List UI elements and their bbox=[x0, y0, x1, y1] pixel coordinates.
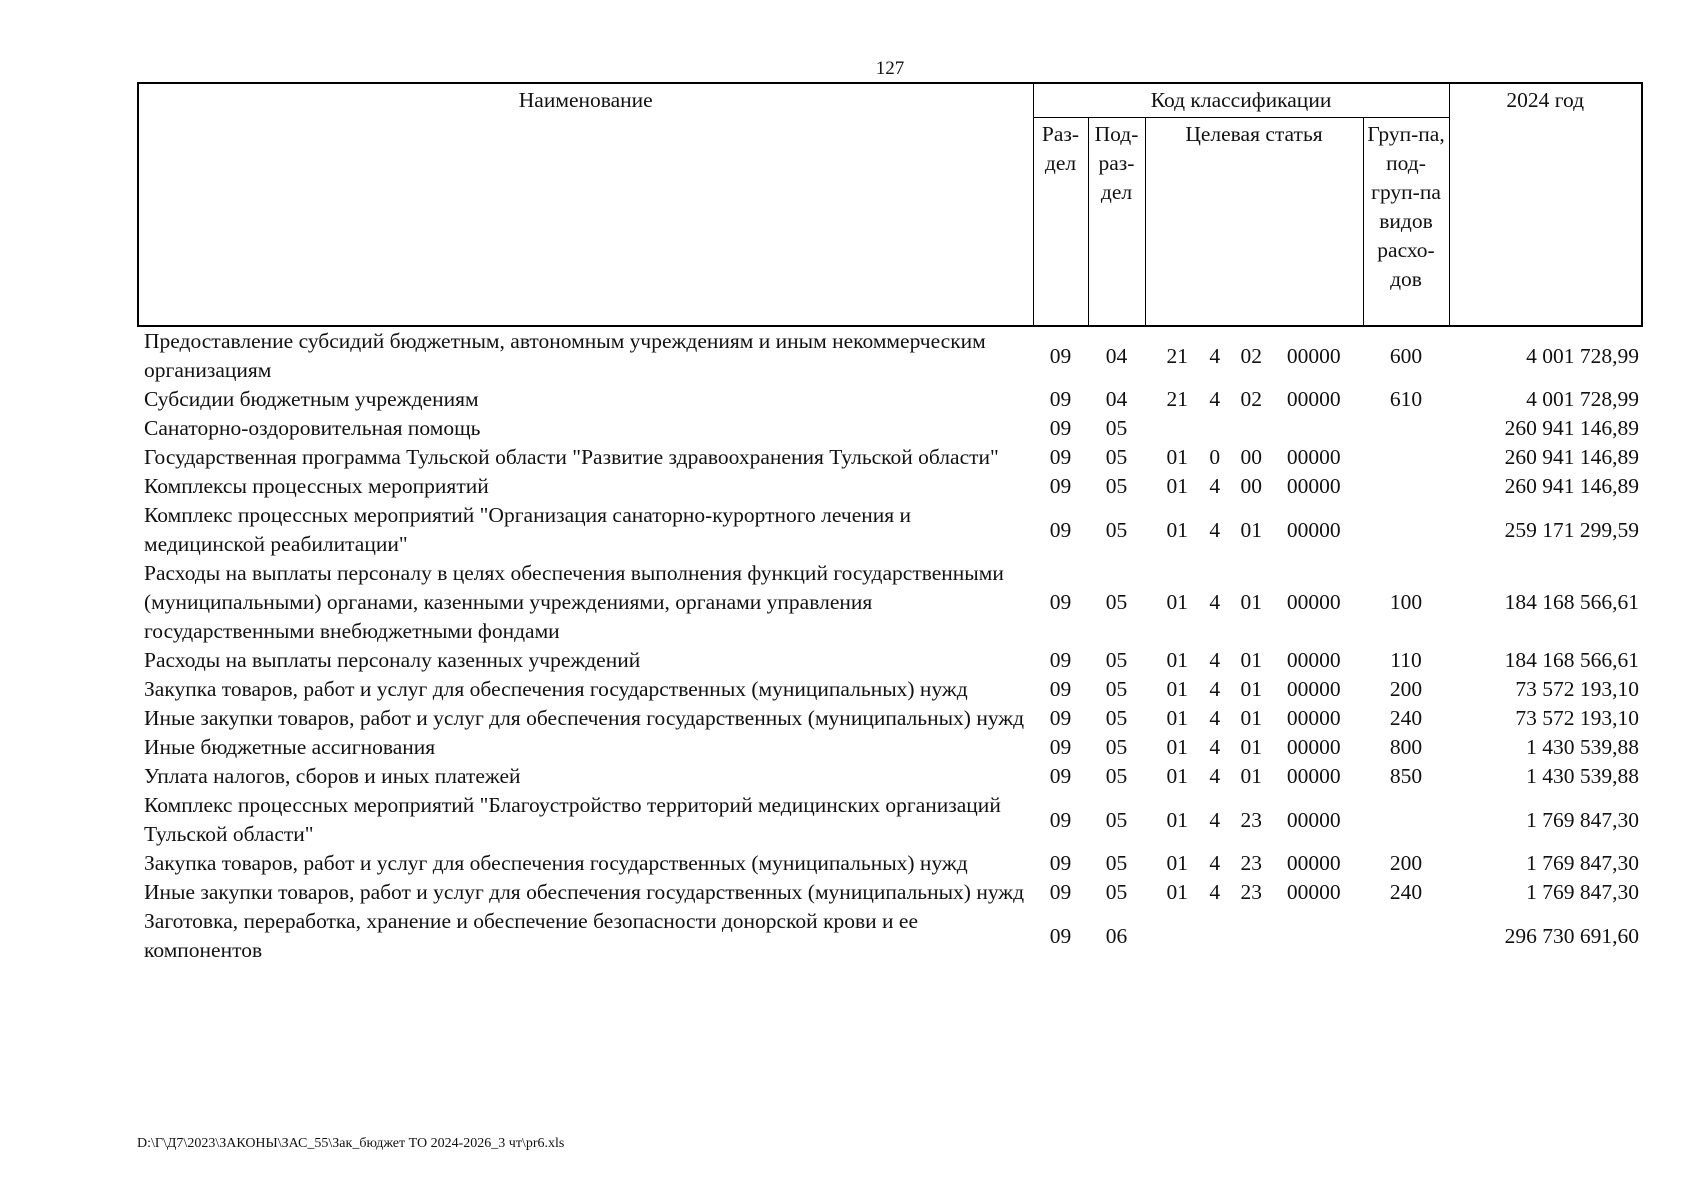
row-podrazdel: 05 bbox=[1105, 735, 1128, 759]
target-code-t3: 02 bbox=[1240, 387, 1262, 411]
header-razdel: Раз-дел bbox=[1033, 118, 1088, 327]
row-amount: 1 769 847,30 bbox=[1526, 851, 1640, 875]
table-row bbox=[138, 472, 1642, 501]
row-razdel: 09 bbox=[1049, 445, 1072, 469]
row-name: Субсидии бюджетным учреждениям bbox=[144, 387, 479, 411]
table-row bbox=[138, 704, 1642, 733]
row-vid-rashodov bbox=[1363, 791, 1449, 849]
row-tselevaya bbox=[1145, 414, 1363, 443]
row-razdel: 09 bbox=[1049, 416, 1072, 440]
header-code: Код классификации bbox=[1033, 83, 1449, 118]
row-podrazdel: 05 bbox=[1105, 764, 1128, 788]
target-code-t2: 4 bbox=[1209, 706, 1221, 730]
header-name: Наименование bbox=[138, 83, 1033, 326]
target-code-t1: 01 bbox=[1166, 764, 1188, 788]
row-name: Комплексы процессных мероприятий bbox=[144, 474, 489, 498]
row-vid-rashodov bbox=[1363, 907, 1449, 965]
target-code-t3: 01 bbox=[1240, 735, 1262, 759]
row-name: Санаторно-оздоровительная помощь bbox=[144, 416, 481, 440]
target-code-t3: 01 bbox=[1240, 517, 1262, 542]
row-name: Уплата налогов, сборов и иных платежей bbox=[144, 764, 521, 788]
row-vid-rashodov: 110 bbox=[1390, 648, 1422, 672]
row-vid-rashodov bbox=[1363, 414, 1449, 443]
row-tselevaya bbox=[1145, 646, 1363, 675]
row-vid-rashodov: 610 bbox=[1389, 387, 1423, 411]
table-row bbox=[138, 675, 1642, 704]
table-row bbox=[138, 791, 1642, 849]
table-row bbox=[138, 501, 1642, 559]
target-code-t2: 4 bbox=[1209, 880, 1221, 904]
row-name: Комплекс процессных мероприятий "Организация санаторно-курортного лечения и медицинской реабилитации" bbox=[144, 503, 912, 556]
row-amount: 259 171 299,59 bbox=[1504, 517, 1640, 542]
row-amount: 1 769 847,30 bbox=[1526, 807, 1640, 832]
target-code-t2: 4 bbox=[1209, 677, 1221, 701]
target-code-t3: 01 bbox=[1240, 677, 1262, 701]
row-tselevaya bbox=[1145, 907, 1363, 965]
row-name: Иные закупки товаров, работ и услуг для обеспечения государственных (муниципальных) нужд bbox=[144, 880, 1025, 904]
row-razdel: 09 bbox=[1049, 764, 1072, 788]
row-amount: 1 430 539,88 bbox=[1526, 764, 1640, 788]
row-podrazdel: 05 bbox=[1105, 851, 1128, 875]
row-amount: 260 941 146,89 bbox=[1504, 416, 1640, 440]
target-code-t4: 00000 bbox=[1286, 807, 1341, 832]
row-tselevaya bbox=[1145, 849, 1363, 878]
table-row bbox=[138, 646, 1642, 675]
target-code-t2: 4 bbox=[1209, 590, 1221, 614]
row-vid-rashodov: 600 bbox=[1389, 343, 1423, 368]
row-vid-rashodov: 200 bbox=[1389, 677, 1423, 701]
target-code-t1: 01 bbox=[1166, 677, 1188, 701]
row-tselevaya bbox=[1145, 791, 1363, 849]
row-amount: 184 168 566,61 bbox=[1504, 590, 1640, 614]
row-podrazdel: 05 bbox=[1105, 807, 1128, 832]
row-vid-rashodov: 850 bbox=[1389, 764, 1423, 788]
row-razdel: 09 bbox=[1049, 677, 1072, 701]
target-code-t2: 4 bbox=[1209, 517, 1221, 542]
target-code-t1: 01 bbox=[1166, 590, 1188, 614]
target-code-t4: 00000 bbox=[1286, 474, 1341, 498]
row-tselevaya bbox=[1145, 704, 1363, 733]
row-razdel: 09 bbox=[1049, 343, 1072, 368]
row-amount: 296 730 691,60 bbox=[1504, 923, 1640, 948]
row-amount: 184 168 566,61 bbox=[1504, 648, 1640, 672]
target-code-t1: 21 bbox=[1166, 387, 1188, 411]
row-vid-rashodov bbox=[1363, 472, 1449, 501]
row-amount: 73 572 193,10 bbox=[1515, 677, 1640, 701]
row-amount: 4 001 728,99 bbox=[1526, 387, 1640, 411]
table-row bbox=[138, 849, 1642, 878]
row-tselevaya bbox=[1145, 762, 1363, 791]
row-podrazdel: 05 bbox=[1105, 445, 1128, 469]
footer-file-path: D:\Г\Д7\2023\ЗАКОНЫ\ЗАС_55\Зак_бюджет ТО 2024-2026_3 чт\pr6.xls bbox=[137, 1136, 565, 1151]
row-name: Иные бюджетные ассигнования bbox=[144, 735, 436, 759]
row-razdel: 09 bbox=[1049, 517, 1072, 542]
header-year: 2024 год bbox=[1449, 83, 1642, 326]
target-code-t3: 23 bbox=[1240, 807, 1262, 832]
target-code-t3: 23 bbox=[1240, 880, 1262, 904]
row-name: Государственная программа Тульской области "Развитие здравоохранения Тульской области" bbox=[144, 445, 999, 469]
target-code-t1: 01 bbox=[1166, 880, 1188, 904]
row-vid-rashodov bbox=[1363, 443, 1449, 472]
target-code-t2: 4 bbox=[1209, 851, 1221, 875]
target-code-t4: 00000 bbox=[1286, 706, 1341, 730]
row-amount: 260 941 146,89 bbox=[1504, 474, 1640, 498]
row-tselevaya bbox=[1145, 501, 1363, 559]
target-code-t4: 00000 bbox=[1286, 677, 1341, 701]
row-razdel: 09 bbox=[1049, 851, 1072, 875]
row-podrazdel: 05 bbox=[1105, 648, 1128, 672]
row-podrazdel: 05 bbox=[1105, 517, 1128, 542]
row-razdel: 09 bbox=[1049, 387, 1072, 411]
target-code-t2: 4 bbox=[1209, 735, 1221, 759]
row-name: Закупка товаров, работ и услуг для обеспечения государственных (муниципальных) нужд bbox=[144, 677, 968, 701]
table-row bbox=[138, 414, 1642, 443]
row-name: Расходы на выплаты персоналу казенных учреждений bbox=[144, 648, 641, 672]
target-code-t4: 00000 bbox=[1286, 517, 1341, 542]
row-podrazdel: 06 bbox=[1105, 923, 1128, 948]
row-amount: 1 430 539,88 bbox=[1526, 735, 1640, 759]
row-razdel: 09 bbox=[1049, 880, 1072, 904]
budget-table bbox=[137, 82, 1643, 965]
target-code-t3: 01 bbox=[1240, 648, 1262, 672]
row-vid-rashodov: 800 bbox=[1389, 735, 1423, 759]
row-name: Заготовка, переработка, хранение и обеспечение безопасности донорской крови и ее компонентов bbox=[144, 909, 919, 962]
target-code-t1: 01 bbox=[1166, 735, 1188, 759]
target-code-t1: 01 bbox=[1166, 706, 1188, 730]
target-code-t2: 4 bbox=[1209, 387, 1221, 411]
target-code-t4: 00000 bbox=[1286, 648, 1341, 672]
row-razdel: 09 bbox=[1049, 735, 1072, 759]
row-tselevaya bbox=[1145, 878, 1363, 907]
target-code-t4: 00000 bbox=[1286, 764, 1341, 788]
target-code-t4: 00000 bbox=[1286, 735, 1341, 759]
row-amount: 1 769 847,30 bbox=[1526, 880, 1640, 904]
row-name: Расходы на выплаты персоналу в целях обеспечения выполнения функций государственными (муниципальными) органами, казенными учреждениями, органами управления государственными внебюджетными фондами bbox=[144, 561, 1004, 643]
row-name: Закупка товаров, работ и услуг для обеспечения государственных (муниципальных) нужд bbox=[144, 851, 968, 875]
target-code-t3: 00 bbox=[1240, 474, 1262, 498]
row-podrazdel: 05 bbox=[1105, 474, 1128, 498]
target-code-t3: 01 bbox=[1240, 590, 1262, 614]
row-razdel: 09 bbox=[1049, 474, 1072, 498]
table-row bbox=[138, 443, 1642, 472]
target-code-t1: 01 bbox=[1166, 445, 1188, 469]
row-razdel: 09 bbox=[1049, 706, 1072, 730]
target-code-t3: 02 bbox=[1240, 343, 1262, 368]
row-vid-rashodov: 240 bbox=[1389, 880, 1423, 904]
target-code-t4: 00000 bbox=[1286, 590, 1341, 614]
table-row bbox=[138, 733, 1642, 762]
target-code-t4: 00000 bbox=[1286, 851, 1341, 875]
row-amount: 4 001 728,99 bbox=[1526, 343, 1640, 368]
target-code-t1: 21 bbox=[1166, 343, 1188, 368]
target-code-t2: 4 bbox=[1209, 474, 1221, 498]
row-vid-rashodov: 240 bbox=[1389, 706, 1423, 730]
row-tselevaya bbox=[1145, 559, 1363, 646]
row-vid-rashodov: 200 bbox=[1389, 851, 1423, 875]
row-podrazdel: 04 bbox=[1105, 343, 1128, 368]
row-razdel: 09 bbox=[1049, 590, 1072, 614]
target-code-t1: 01 bbox=[1166, 517, 1188, 542]
table-body bbox=[138, 326, 1642, 965]
table-row bbox=[138, 326, 1642, 385]
target-code-t3: 01 bbox=[1240, 764, 1262, 788]
target-code-t2: 4 bbox=[1209, 807, 1221, 832]
target-code-t4: 00000 bbox=[1286, 445, 1341, 469]
row-podrazdel: 05 bbox=[1105, 706, 1128, 730]
target-code-t3: 00 bbox=[1240, 445, 1262, 469]
target-code-t1: 01 bbox=[1166, 474, 1188, 498]
table-row bbox=[138, 762, 1642, 791]
row-podrazdel: 05 bbox=[1105, 677, 1128, 701]
header-tselevaya: Целевая статья bbox=[1145, 118, 1363, 327]
target-code-t3: 01 bbox=[1240, 706, 1262, 730]
row-razdel: 09 bbox=[1049, 923, 1072, 948]
target-code-t4: 00000 bbox=[1286, 387, 1341, 411]
row-vid-rashodov: 100 bbox=[1389, 590, 1423, 614]
target-code-t2: 0 bbox=[1209, 445, 1221, 469]
row-tselevaya bbox=[1145, 443, 1363, 472]
row-razdel: 09 bbox=[1049, 807, 1072, 832]
row-name: Предоставление субсидий бюджетным, автономным учреждениям и иным некоммерческим организациям bbox=[144, 329, 986, 382]
row-name: Комплекс процессных мероприятий "Благоустройство территорий медицинских организаций Тульской области" bbox=[144, 793, 1001, 846]
table-row bbox=[138, 385, 1642, 414]
row-podrazdel: 05 bbox=[1105, 590, 1128, 614]
row-tselevaya bbox=[1145, 385, 1363, 414]
row-podrazdel: 04 bbox=[1105, 387, 1128, 411]
page-number: 127 bbox=[875, 58, 905, 79]
header-gruppa: Груп-па, под-груп-па видов расхо-дов bbox=[1363, 118, 1449, 327]
budget-table-container bbox=[137, 82, 1641, 965]
target-code-t1: 01 bbox=[1166, 807, 1188, 832]
table-row bbox=[138, 907, 1642, 965]
row-razdel: 09 bbox=[1049, 648, 1072, 672]
target-code-t3: 23 bbox=[1240, 851, 1262, 875]
header-podrazdel: Под-раз-дел bbox=[1088, 118, 1145, 327]
row-tselevaya bbox=[1145, 472, 1363, 501]
target-code-t1: 01 bbox=[1166, 851, 1188, 875]
target-code-t4: 00000 bbox=[1286, 880, 1341, 904]
target-code-t2: 4 bbox=[1209, 343, 1221, 368]
row-amount: 73 572 193,10 bbox=[1515, 706, 1640, 730]
row-tselevaya bbox=[1145, 326, 1363, 385]
row-tselevaya bbox=[1145, 733, 1363, 762]
target-code-t4: 00000 bbox=[1286, 343, 1341, 368]
target-code-t2: 4 bbox=[1209, 648, 1221, 672]
table-row bbox=[138, 878, 1642, 907]
row-podrazdel: 05 bbox=[1105, 416, 1128, 440]
table-row bbox=[138, 559, 1642, 646]
target-code-t2: 4 bbox=[1209, 764, 1221, 788]
row-vid-rashodov bbox=[1363, 501, 1449, 559]
target-code-t1: 01 bbox=[1166, 648, 1188, 672]
row-tselevaya bbox=[1145, 675, 1363, 704]
row-amount: 260 941 146,89 bbox=[1504, 445, 1640, 469]
row-podrazdel: 05 bbox=[1105, 880, 1128, 904]
row-name: Иные закупки товаров, работ и услуг для обеспечения государственных (муниципальных) нужд bbox=[144, 706, 1025, 730]
